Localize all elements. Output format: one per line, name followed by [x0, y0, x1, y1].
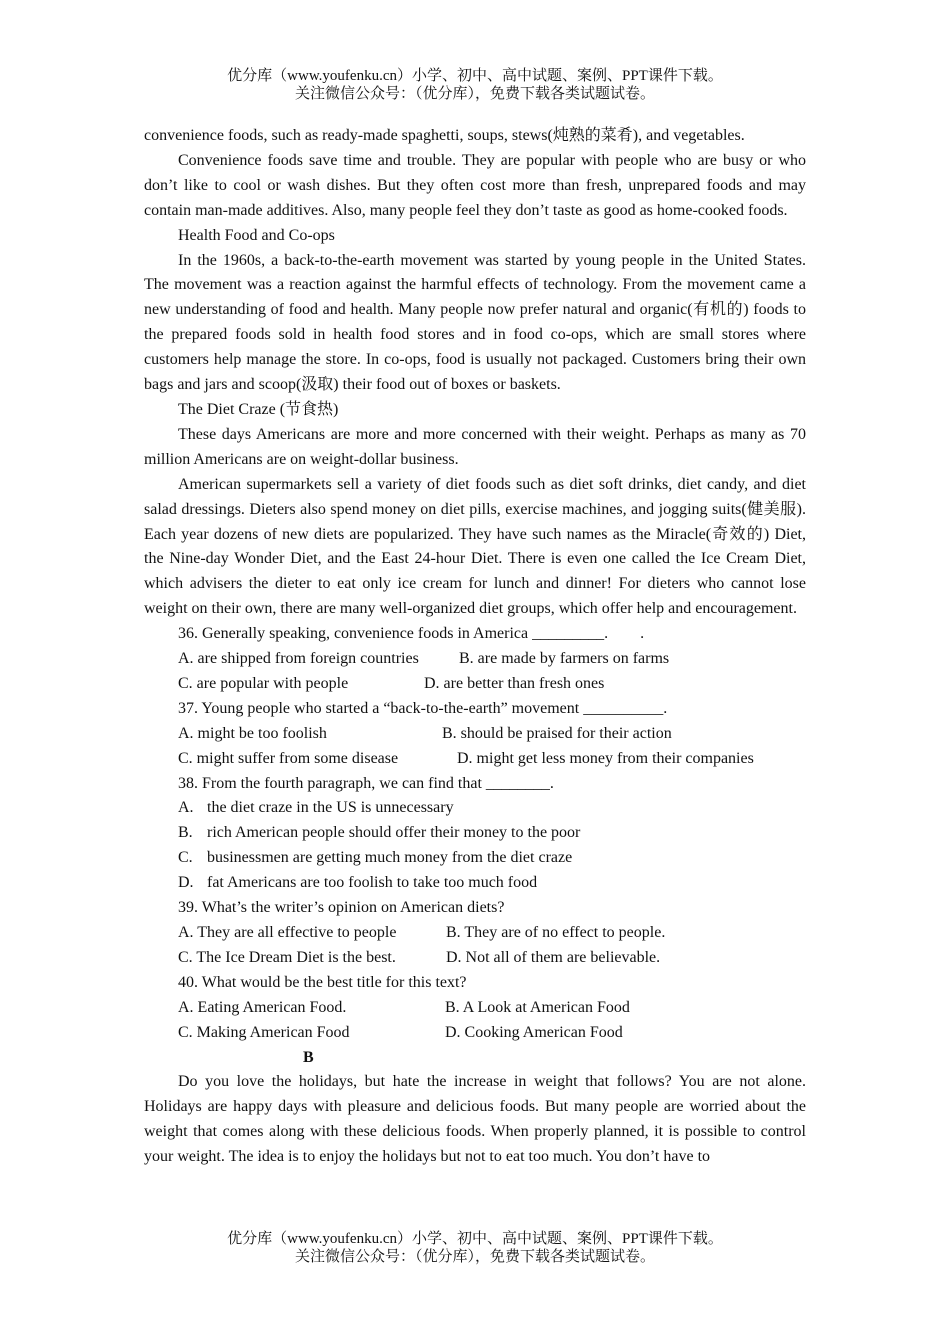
passage-paragraph-0: convenience foods, such as ready-made spaghetti, soups, stews(炖熟的菜肴), and vegetables.	[144, 127, 745, 144]
question-37-options-row-1	[144, 722, 806, 747]
header-line-1: 优分库（www.youfenku.cn）小学、初中、高中试题、案例、PPT课件下载。	[227, 68, 723, 84]
option-38c-letter: C.	[178, 849, 193, 867]
section-b-label: B	[303, 1048, 314, 1066]
question-36-options-row-2	[144, 672, 806, 697]
question-38: 38. From the fourth paragraph, we can find that ________.	[178, 774, 554, 792]
option-38a-text: the diet craze in the US is unnecessary	[207, 799, 454, 817]
option-38d	[144, 871, 806, 896]
question-36-options-row-1	[144, 647, 806, 672]
passage-paragraph-3: These days Americans are more and more concerned with their weight. Perhaps as many as 70 million Americans are on weight-dollar business.	[144, 425, 806, 468]
option-38b-letter: B.	[178, 824, 193, 842]
option-37b: B. should be praised for their action	[442, 724, 672, 742]
option-38a-letter: A.	[178, 799, 194, 817]
section-heading-diet-craze: The Diet Craze (节食热)	[178, 400, 339, 418]
option-38c-text: businessmen are getting much money from the diet craze	[207, 849, 573, 867]
option-38b-text: rich American people should offer their money to the poor	[207, 824, 581, 842]
question-39-options-row-1	[144, 921, 806, 946]
option-40c: C. Making American Food	[178, 1023, 350, 1041]
option-40b: B. A Look at American Food	[445, 998, 630, 1016]
question-37-options-row-2	[144, 747, 806, 772]
option-37d: D. might get less money from their companies	[457, 749, 754, 767]
option-38d-letter: D.	[178, 874, 194, 892]
option-38c	[144, 846, 806, 871]
option-36b: B. are made by farmers on farms	[459, 650, 670, 668]
option-36c: C. are popular with people	[178, 674, 349, 692]
question-39: 39. What’s the writer’s opinion on American diets?	[178, 899, 505, 917]
question-39-options-row-2	[144, 946, 806, 971]
option-39d: D. Not all of them are believable.	[446, 948, 661, 966]
header-line-2: 关注微信公众号：（优分库），免费下载各类试题试卷。	[294, 86, 655, 102]
question-40-options-row-2	[144, 1021, 806, 1046]
option-37c: C. might suffer from some disease	[178, 749, 399, 767]
option-38b	[144, 821, 806, 846]
page-footer	[0, 1230, 950, 1266]
section-b-paragraph-1: Do you love the holidays, but hate the increase in weight that follows? You are not alone. Holidays are happy days with pleasure and delicious foods. But many people are worried about the weight that comes along with these delicious foods. When properly planned, it is possible to control your weight. The idea is to enjoy the holidays but not to eat too much. You don’t have to	[144, 1073, 806, 1166]
footer-line-2: 关注微信公众号：（优分库），免费下载各类试题试卷。	[294, 1249, 655, 1265]
page-header	[0, 67, 950, 103]
footer-line-1: 优分库（www.youfenku.cn）小学、初中、高中试题、案例、PPT课件下载。	[227, 1231, 723, 1247]
option-38d-text: fat Americans are too foolish to take too much food	[207, 874, 538, 892]
option-36a: A. are shipped from foreign countries	[178, 650, 419, 668]
option-40a: A. Eating American Food.	[178, 998, 347, 1016]
question-40-options-row-1	[144, 996, 806, 1021]
section-heading-health-food: Health Food and Co-ops	[178, 226, 335, 244]
passage-paragraph-4: American supermarkets sell a variety of diet foods such as diet soft drinks, diet candy, and diet salad dressings. Dieters also spend money on diet pills, exercise machines, and jogging suits(健美服). Each year dozens of new diets are popularized. They have such names as the Miracle(奇效的) Diet, the Nine-day Wonder Diet, and the East 24-hour Diet. There is even one called the Ice Cream Diet, which advisers the dieter to eat only ice cream for lunch and dinner! For dieters who cannot lose weight on their own, there are many well-organized diet groups, which offer help and encouragement.	[144, 475, 806, 618]
document-body	[144, 124, 806, 1170]
option-38a	[144, 796, 806, 821]
option-40d: D. Cooking American Food	[445, 1023, 623, 1041]
question-37: 37. Young people who started a “back-to-the-earth” movement __________.	[178, 699, 668, 717]
option-39a: A. They are all effective to people	[178, 924, 397, 941]
option-39c: C. The Ice Dream Diet is the best.	[178, 948, 396, 966]
option-36d: D. are better than fresh ones	[424, 674, 605, 692]
question-36: 36. Generally speaking, convenience foods in America _________. .	[178, 625, 645, 643]
passage-paragraph-1: Convenience foods save time and trouble. They are popular with people who are busy or who don’t like to cool or wash dishes. But they often cost more than fresh, unprepared foods and may contain man-made additives. Also, many people feel they don’t taste as good as home-cooked foods.	[144, 151, 806, 219]
option-37a: A. might be too foolish	[178, 724, 327, 742]
option-39b: B. They are of no effect to people.	[446, 924, 666, 941]
passage-paragraph-2: In the 1960s, a back-to-the-earth movement was started by young people in the United States. The movement was a reaction against the harmful effects of technology. From the movement came a new understanding of food and health. Many people now prefer natural and organic(有机的) foods to the prepared foods sold in health food stores and in food co-ops, which are small stores where customers help manage the store. In co-ops, food is usually not packaged. Customers bring their own bags and jars and scoop(汲取) their food out of boxes or baskets.	[144, 251, 806, 394]
question-40: 40. What would be the best title for this text?	[178, 973, 467, 991]
